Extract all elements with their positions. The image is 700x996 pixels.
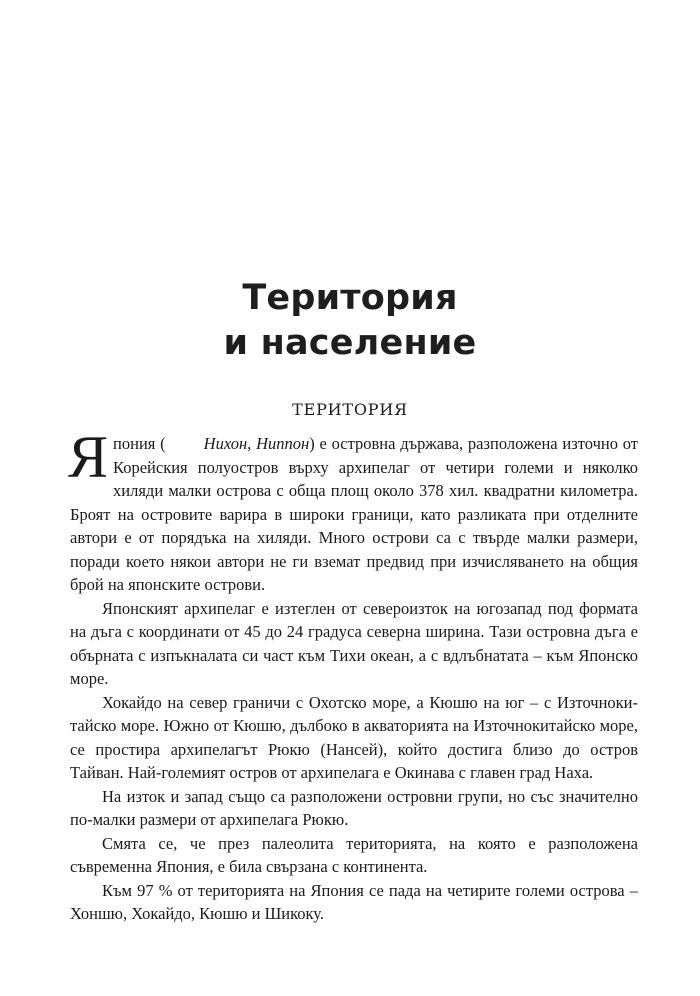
paragraph-1-names: Нихон, Ниппон	[203, 434, 310, 453]
chapter-title-line-2: и население	[223, 323, 477, 363]
paragraph-1-lead: пония (	[113, 434, 166, 453]
section-heading: ТЕРИТОРИЯ	[292, 400, 408, 419]
body-text	[68, 424, 638, 926]
paragraph-1-rest: ) е островна държава, разположена източно от Корейския полуостров върху архипелаг от четири големи и няколко хиляди малки острова с обща площ около 378 хил. квадратни километра. Броят на островите варира в широки граници, като разликата при отделните автори е от порядъка на хиляди. Много острови са с твърде малки размери, поради което някои автори не ги вземат предвид при изчисляването на общия брой на японските острови.	[70, 434, 638, 594]
drop-cap: Я	[68, 424, 109, 490]
chapter-title-line-1: Територия	[242, 278, 458, 318]
chapter-title	[0, 276, 700, 366]
paragraph-1	[68, 424, 638, 597]
paragraph-4: На изток и запад също са разположени островни групи, но със значително по-малки размери от архипелага Рюкю.	[70, 786, 638, 829]
paragraph-2: Японският архипелаг е изтеглен от североизток на югозапад под формата на дъга с координати от 45 до 24 градуса северна ширина. Тази островна дъга е обърната с изпъкналата си част към Тихи океан, а с вдлъбнатата – към Японско море.	[70, 598, 638, 688]
paragraph-3: Хокайдо на север граничи с Охотско море, а Кюшю на юг – с Източноки-тайско море. Южно от Кюшю, дълбоко в акваторията на Източнокитайско море, се простира архипелагът Рюкю (Нансей), който достига близо до остров Тайван. Най-големият остров от архипелага е Окинава с главен град Наха.	[70, 692, 638, 782]
paragraph-6: Към 97 % от територията на Япония се пада на четирите големи острова – Хоншю, Хокайдо, Кюшю и Шикоку.	[70, 880, 638, 923]
paragraph-5: Смята се, че през палеолита територията, на която е разположена съвременна Япония, е била свързана с континента.	[70, 833, 638, 876]
